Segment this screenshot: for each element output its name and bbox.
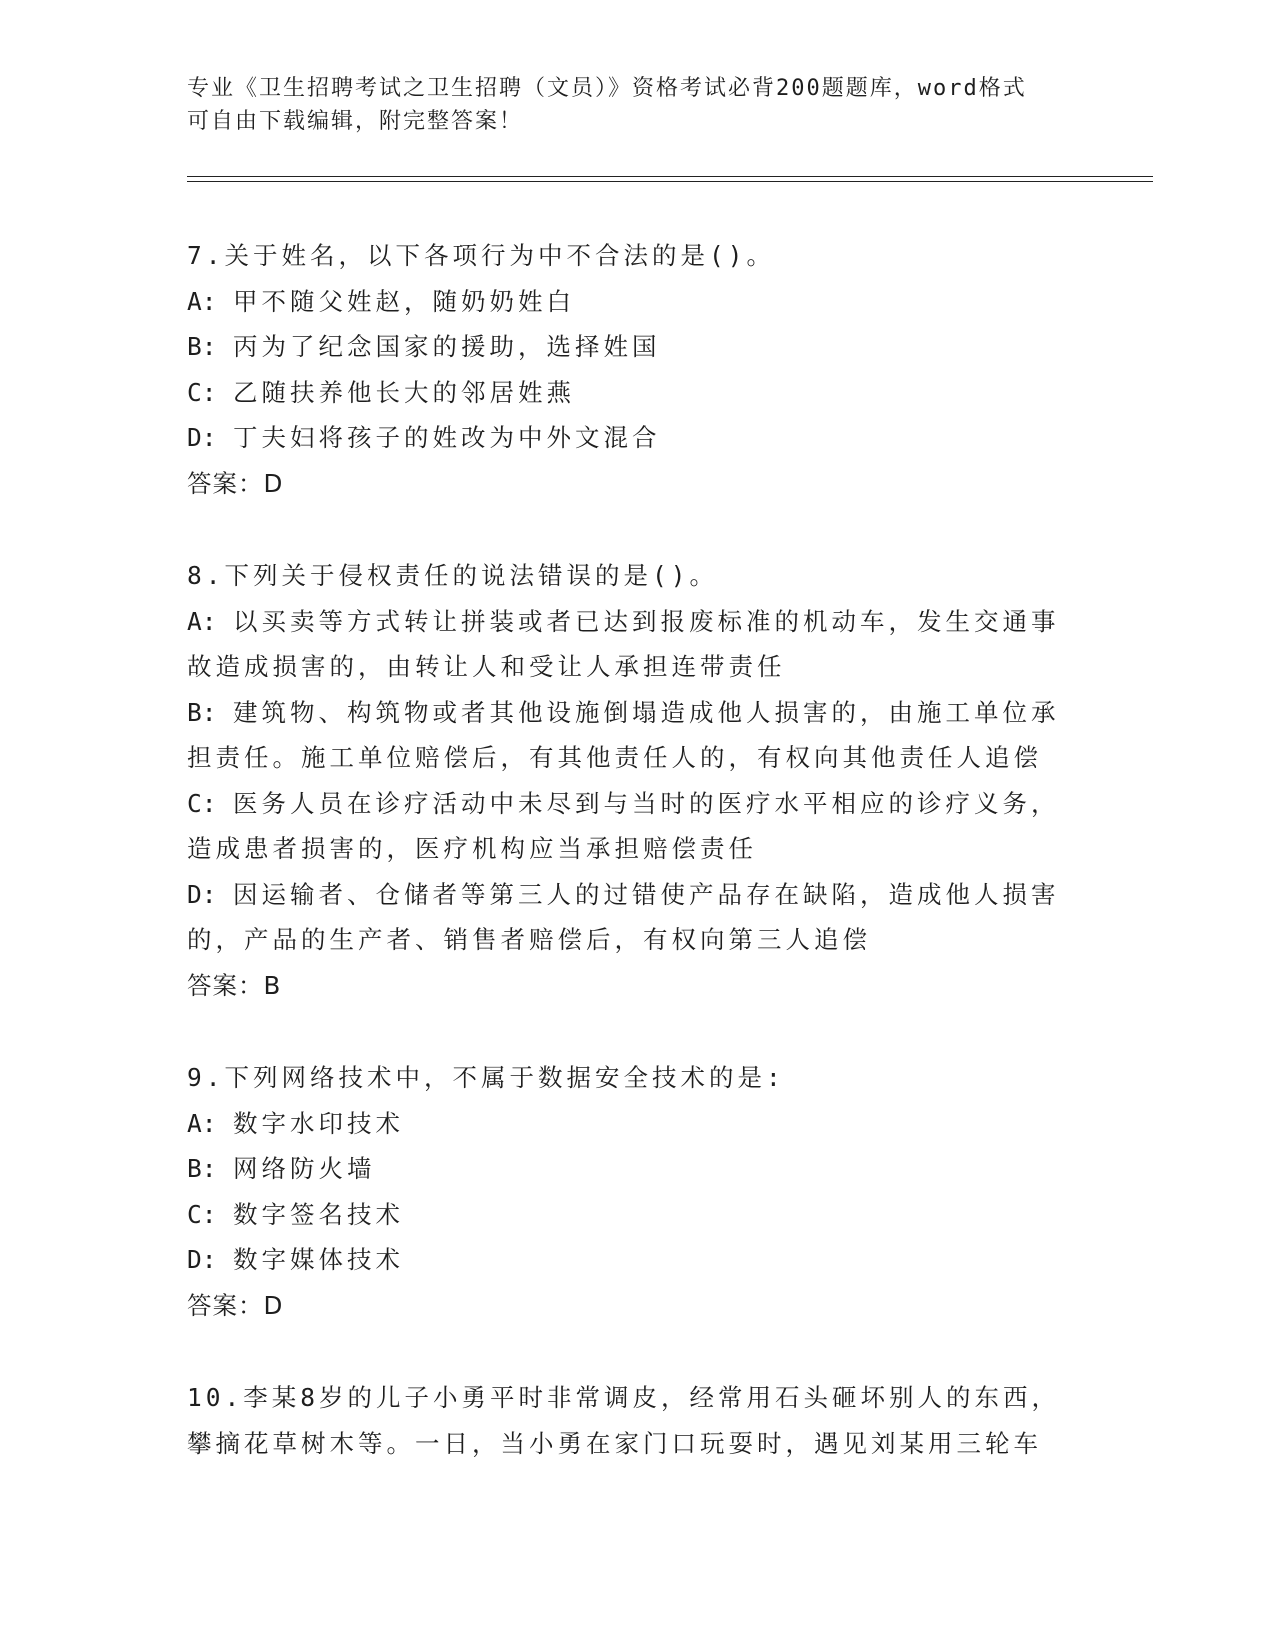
option-c [187, 1192, 1087, 1238]
option-b [187, 324, 1087, 370]
option-b [187, 690, 1087, 736]
option-key: B: [187, 697, 217, 727]
header-line: 专业《卫生招聘考试之卫生招聘（文员）》资格考试必背200题题库，word格式 [187, 76, 1027, 101]
option-key: B: [187, 332, 217, 361]
option-c [187, 370, 1087, 416]
option-text: 丁夫妇将孩子的姓改为中外文混合 [233, 423, 661, 452]
option-text: 数字水印技术 [233, 1108, 404, 1138]
option-c-continuation: 造成患者损害的，医疗机构应当承担赔偿责任 [187, 834, 757, 863]
option-key: B: [187, 1154, 217, 1183]
question-stem-continuation: 攀摘花草树木等。一日，当小勇在家门口玩耍时，遇见刘某用三轮车 [187, 1428, 1042, 1458]
header-line: 可自由下载编辑，附完整答案！ [187, 109, 524, 134]
question-stem: 7.关于姓名，以下各项行为中不合法的是()。 [187, 241, 775, 270]
option-a [187, 599, 1087, 645]
question-stem: 10.李某8岁的儿子小勇平时非常调皮，经常用石头砸坏别人的东西， [187, 1383, 1060, 1412]
option-text: 丙为了纪念国家的援助，选择姓国 [233, 332, 661, 361]
option-d [187, 872, 1087, 918]
option-text: 网络防火墙 [233, 1154, 376, 1183]
question-10 [187, 1375, 1087, 1466]
question-8 [187, 553, 1087, 1008]
question-7 [187, 233, 1087, 506]
option-text: 建筑物、构筑物或者其他设施倒塌造成他人损害的，由施工单位承 [233, 697, 1060, 727]
document-header [187, 72, 1067, 138]
option-key: D: [187, 879, 217, 909]
option-a [187, 1101, 1087, 1147]
header-divider [187, 181, 1153, 182]
option-c [187, 781, 1087, 827]
option-a [187, 279, 1087, 325]
option-key: C: [187, 788, 217, 818]
option-key: C: [187, 377, 217, 407]
option-text: 数字媒体技术 [233, 1245, 404, 1274]
answer-label: 答案：D [187, 1290, 284, 1320]
option-d-continuation: 的，产品的生产者、销售者赔偿后，有权向第三人追偿 [187, 925, 871, 954]
option-text: 甲不随父姓赵，随奶奶姓白 [233, 286, 575, 316]
option-text: 数字签名技术 [233, 1199, 404, 1229]
option-b [187, 1146, 1087, 1192]
option-key: A: [187, 606, 217, 636]
option-text: 因运输者、仓储者等第三人的过错使产品存在缺陷，造成他人损害 [233, 879, 1060, 909]
question-stem: 8.下列关于侵权责任的说法错误的是()。 [187, 561, 718, 590]
option-key: D: [187, 423, 217, 452]
question-9 [187, 1055, 1087, 1328]
answer-label: 答案：D [187, 468, 284, 498]
option-text: 乙随扶养他长大的邻居姓燕 [233, 377, 575, 407]
option-d [187, 1237, 1087, 1283]
option-text: 以买卖等方式转让拼装或者已达到报废标准的机动车，发生交通事 [233, 606, 1060, 636]
option-text: 医务人员在诊疗活动中未尽到与当时的医疗水平相应的诊疗义务， [233, 788, 1060, 818]
option-key: C: [187, 1199, 217, 1229]
option-d [187, 415, 1087, 461]
answer-label: 答案：B [187, 970, 282, 1000]
option-key: D: [187, 1245, 217, 1274]
option-b-continuation: 担责任。施工单位赔偿后，有其他责任人的，有权向其他责任人追偿 [187, 743, 1042, 772]
question-stem: 9.下列网络技术中，不属于数据安全技术的是: [187, 1063, 785, 1092]
option-key: A: [187, 286, 217, 316]
option-key: A: [187, 1108, 217, 1138]
header-divider [187, 176, 1153, 177]
option-a-continuation: 故造成损害的，由转让人和受让人承担连带责任 [187, 652, 786, 681]
